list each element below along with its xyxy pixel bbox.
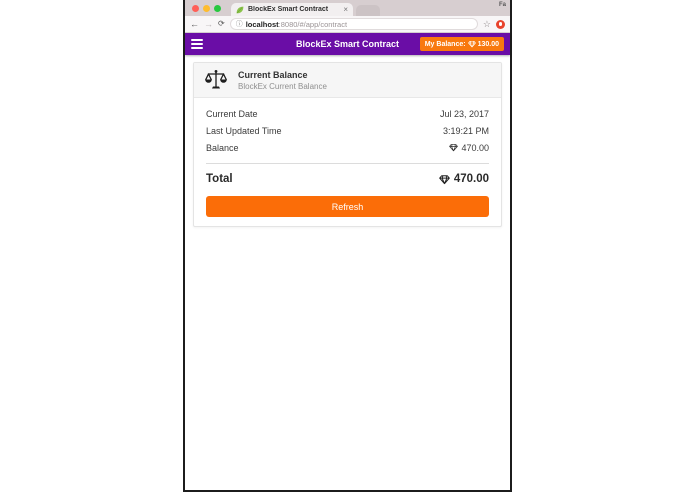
zoom-window-button[interactable] xyxy=(214,5,221,12)
total-value xyxy=(439,173,489,185)
url-path: :8080/#/app/contract xyxy=(278,19,348,29)
forward-icon: → xyxy=(204,18,213,29)
total-row xyxy=(194,164,501,194)
current-balance-card xyxy=(193,62,502,227)
close-window-button[interactable] xyxy=(192,5,199,12)
browser-window xyxy=(183,0,512,492)
balance-row-label: Balance xyxy=(206,142,239,153)
new-tab-button[interactable] xyxy=(356,5,380,16)
bookmark-star-icon[interactable]: ☆ xyxy=(482,18,491,29)
card-subtitle: BlockEx Current Balance xyxy=(238,81,327,91)
url-host: localhost xyxy=(245,19,279,29)
url-input[interactable] xyxy=(230,18,478,30)
gem-icon xyxy=(449,143,458,152)
last-updated-value: 3:19:21 PM xyxy=(442,125,489,136)
balance-row-value xyxy=(449,143,489,153)
current-date-label: Current Date xyxy=(206,108,258,119)
browser-tab[interactable] xyxy=(231,3,353,16)
balance-row xyxy=(206,139,489,156)
tab-close-icon[interactable]: × xyxy=(343,4,348,14)
last-updated-row xyxy=(206,122,489,139)
page-content xyxy=(185,55,510,490)
site-info-icon[interactable]: ⓘ xyxy=(235,20,243,28)
card-header-text xyxy=(238,70,327,91)
url-text xyxy=(246,20,347,29)
menu-icon[interactable] xyxy=(191,39,203,49)
tab-title: BlockEx Smart Contract xyxy=(248,6,329,13)
last-updated-label: Last Updated Time xyxy=(206,125,282,136)
gem-icon xyxy=(468,40,476,48)
card-header xyxy=(194,63,501,98)
refresh-button[interactable]: Refresh xyxy=(206,196,489,217)
extension-icon-center xyxy=(499,22,503,26)
leaf-favicon-icon xyxy=(236,6,244,14)
current-date-value: Jul 23, 2017 xyxy=(439,108,489,119)
corner-label: Fa xyxy=(498,2,506,8)
balance-value: 130.00 xyxy=(477,40,499,48)
reload-icon[interactable]: ⟳ xyxy=(218,19,225,28)
scales-icon xyxy=(204,68,228,92)
app-title: BlockEx Smart Contract xyxy=(295,39,400,49)
card-title: Current Balance xyxy=(238,69,308,80)
my-balance-badge[interactable] xyxy=(420,37,504,51)
card-body xyxy=(194,98,501,159)
total-amount: 470.00 xyxy=(453,173,489,185)
browser-address-bar xyxy=(185,16,510,33)
minimize-window-button[interactable] xyxy=(203,5,210,12)
extension-icon[interactable] xyxy=(496,20,505,29)
app-header xyxy=(185,33,510,55)
balance-amount: 470.00 xyxy=(461,142,489,153)
refresh-button-wrap xyxy=(194,194,501,226)
gem-icon xyxy=(439,174,450,185)
browser-tab-bar xyxy=(185,0,510,16)
back-icon[interactable]: ← xyxy=(190,18,199,29)
total-label: Total xyxy=(206,173,233,185)
current-date-row xyxy=(206,105,489,122)
balance-label: My Balance: xyxy=(424,40,466,48)
window-controls xyxy=(192,5,221,12)
